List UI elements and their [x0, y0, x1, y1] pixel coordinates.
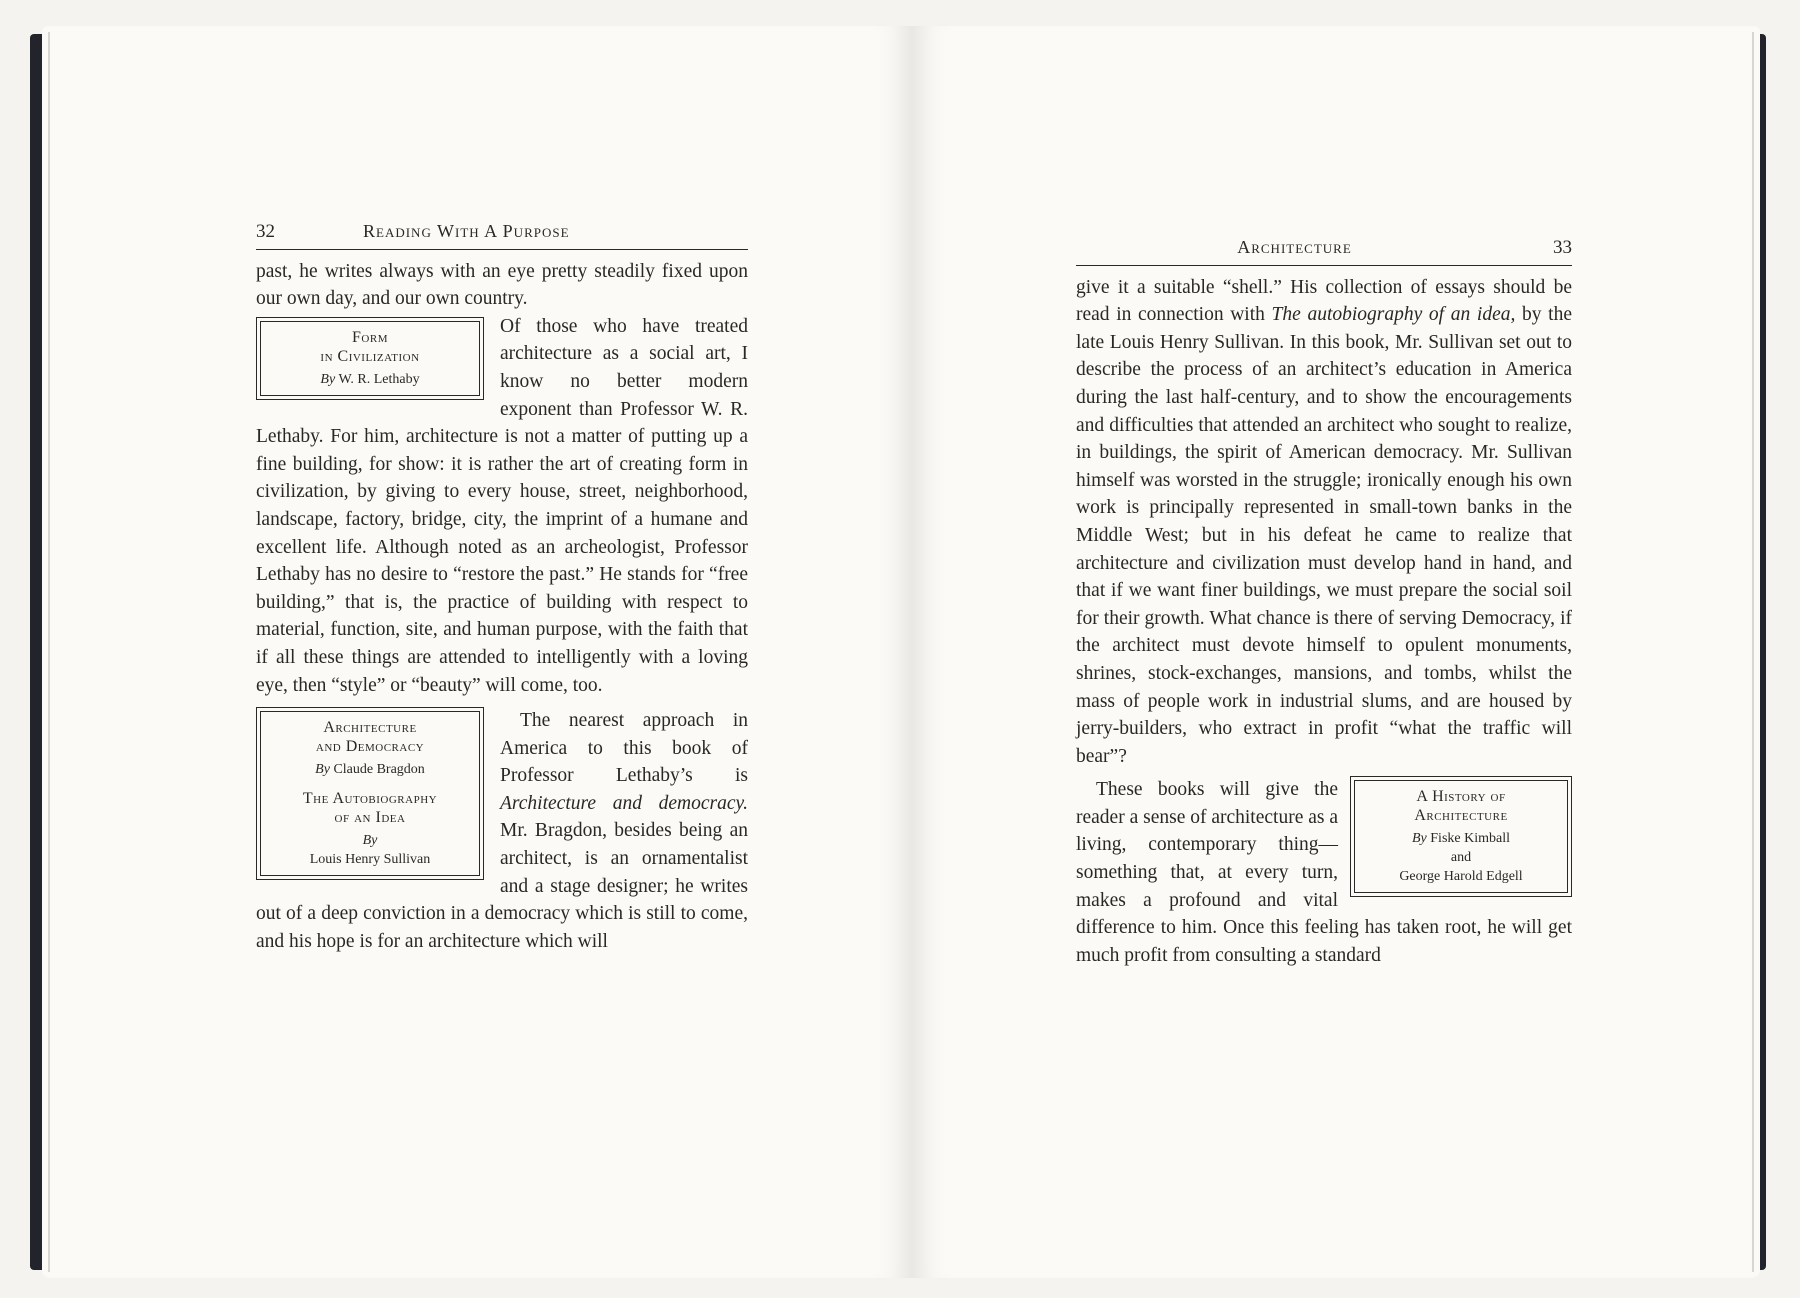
book-author-conjunction: and: [1450, 850, 1472, 866]
book-title: and Democracy: [315, 738, 425, 756]
paragraph: These books will give the reader a sense of architecture as a living, contemporary thing—something that, at every turn, makes a profound and vital difference to him. Once this feeling has taken root, he will get much profit from consulting a standard: [1076, 779, 1572, 966]
left-page-header: [256, 218, 748, 250]
book-title-inline: Architecture and democracy.: [500, 792, 748, 814]
page-number: 32: [256, 221, 275, 242]
paragraph: Of those who have treated architecture as a social art, I know no better modern exponent than Professor W. R. Lethaby. For him, architecture is not a matter of putting up a fine building, for show: it is rather the art of creating form in civilization, by giving to every house, street, neighborhood, landscape, factory, bridge, city, the imprint of a humane and excellent life. Although noted as an archeologist, Professor Lethaby has no desire to “restore the past.” He stands for “free building,” that is, the practice of building with respect to material, function, site, and human purpose, with the faith that if all these things are attended to intelligently with a loving eye, then “style” or “beauty” will come, too.: [256, 315, 748, 696]
page-edge: [1752, 32, 1754, 1272]
page-edge: [48, 32, 50, 1272]
running-head: Reading With A Purpose: [363, 221, 570, 241]
right-page-text-column: [1076, 234, 1572, 969]
left-page: [42, 26, 912, 1278]
book-title: Form: [352, 328, 388, 346]
book-author: By Claude Bragdon: [315, 762, 425, 778]
running-head: Architecture: [1237, 237, 1352, 257]
book-title: Architecture: [1414, 807, 1508, 825]
book-recommendation-box: [256, 707, 484, 880]
book-author: By Louis Henry Sullivan: [309, 833, 431, 868]
book-title: A History of: [1416, 788, 1506, 806]
book-recommendation-box: [256, 317, 484, 400]
book-title-inline: The autobiography of an idea,: [1271, 304, 1516, 326]
book-recommendation-box: [1350, 776, 1572, 897]
book-title: Architecture: [323, 719, 417, 737]
left-page-text-column: [256, 218, 748, 955]
book-author: George Harold Edgell: [1399, 869, 1523, 885]
paragraph: The nearest approach in America to this book of Professor Lethaby’s is Architecture and democracy. Mr. Bragdon, besides being an architect, is an ornamentalist and a stage designer; he writes out of a deep conviction in a democracy which is still to come, and his hope is for an architecture which will: [256, 710, 748, 952]
paragraph: give it a suitable “shell.” His collection of essays should be read in connection with The autobiography of an idea, by the late Louis Henry Sullivan. In this book, Mr. Sullivan set out to describe the process of an architect’s education in America during the last half-century, and to show the encouragements and difficulties that attended an architect who sought to realize, in buildings, the spirit of American democracy. Mr. Sullivan himself was worsted in the struggle; ironically enough his own work is principally represented in small-town banks in the Middle West; but in his defeat he came to realize that architecture and civilization must develop hand in hand, and that if we want finer buildings, we must prepare the social soil for their growth. What chance is there of serving Democracy, if the architect must devote himself to opulent monuments, shrines, stock-exchanges, mansions, and tombs, whilst the mass of people work in industrial slums, and are housed by jerry-builders, who extract in profit “what the traffic will bear”?: [1076, 276, 1572, 767]
page-number: 33: [1553, 237, 1572, 258]
book-author: By W. R. Lethaby: [320, 371, 420, 387]
right-page-header: [1076, 234, 1572, 266]
book-author: By Fiske Kimball: [1412, 831, 1510, 847]
paragraph: past, he writes always with an eye pretty steadily fixed upon our own day, and our own country.: [256, 260, 748, 310]
book-title: The Autobiography: [302, 790, 438, 808]
book-title: in Civilization: [320, 347, 420, 365]
right-page: [912, 26, 1760, 1278]
book-spread: [26, 26, 1766, 1278]
book-title: of an Idea: [334, 809, 406, 827]
